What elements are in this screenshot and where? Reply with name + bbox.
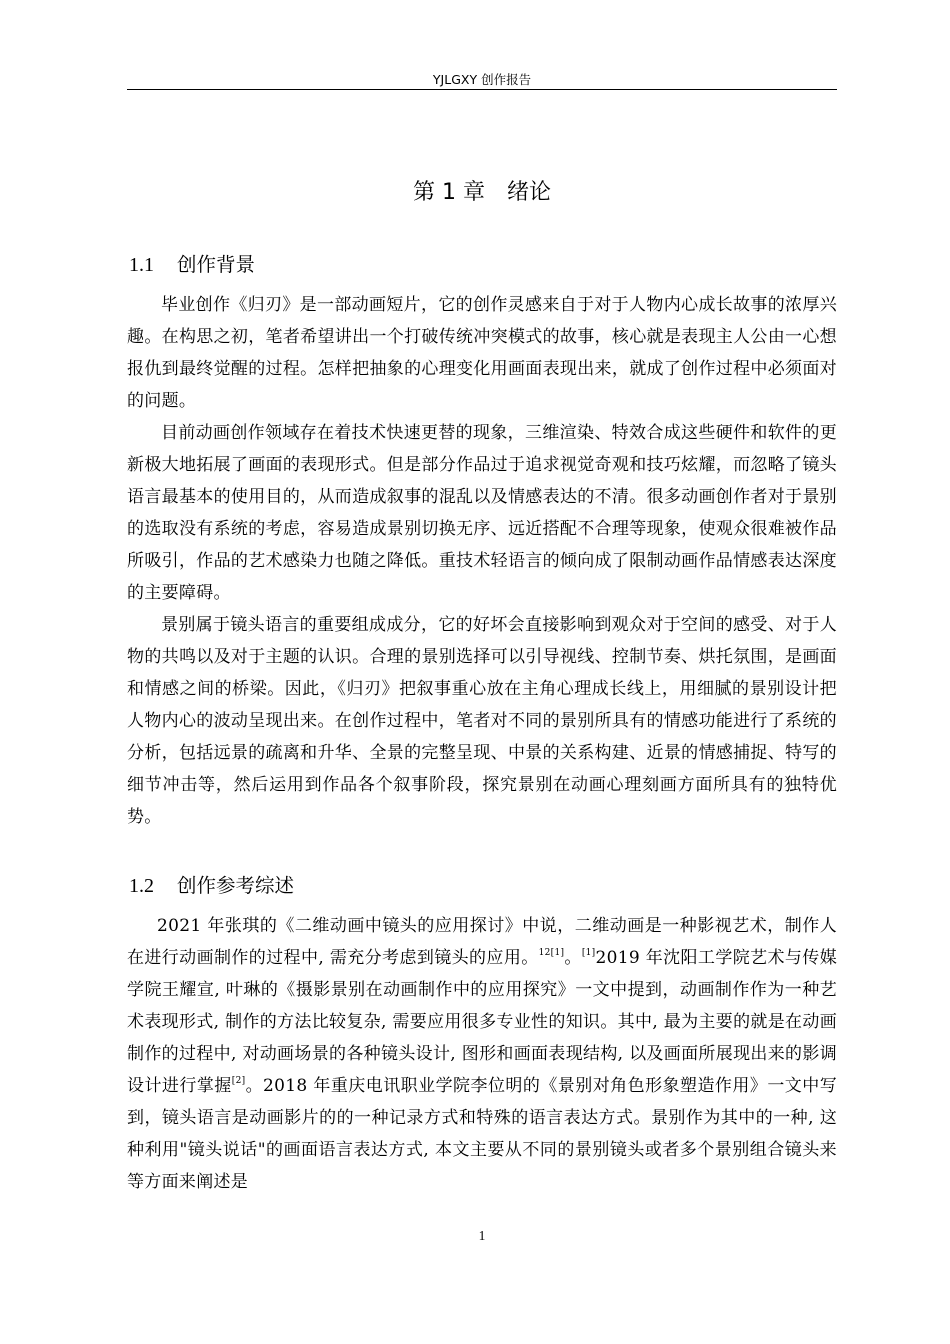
section-title: 创作背景 [177, 253, 256, 276]
text-run: 2019 年沈阳工学院艺术与传媒学院王耀宣, 叶琳的《摄影景别在动画制作中的应用探究》一文中提到，动画制作作为一种艺术表现形式, 制作的方法比较复杂, 需要应用很多专业性的知识。其中, 最为主要的就是在动画制作的过程中, 对动画场景的各种镜头设计, 图形和画面表现结构, 以及画面所展现出来的影调设计进行掌握 [127, 948, 837, 1096]
citation-mark: 12[1] [538, 948, 565, 958]
running-header: YJLGXY 创作报告 [432, 72, 532, 87]
citation-mark: [2] [231, 1076, 246, 1086]
citation-mark: [1] [581, 948, 596, 958]
text-run: 。2018 年重庆电讯职业学院李位明的《景别对角色形象塑造作用》一文中写到，镜头语言是动画影片的的一种记录方式和特殊的语言表达方式。景别作为其中的一种, 这种利用"镜头说话"的画面语言表达方式, 本文主要从不同的景别镜头或者多个景别组合镜头来等方面来阐述是 [127, 1076, 837, 1192]
text-run: 2021 年张琪的《二维动画中镜头的应用探讨》中说，二维动画是一种影视艺术，制作人在进行动画制作的过程中, 需充分考虑到镜头的应用。 [127, 916, 837, 968]
chapter-title [127, 178, 837, 208]
section-heading-1-2 [129, 873, 294, 899]
section-number: 1.2 [129, 875, 154, 897]
header-rule [127, 89, 837, 90]
paragraph: 景别属于镜头语言的重要组成成分，它的好坏会直接影响到观众对于空间的感受、对于人物的共鸣以及对于主题的认识。合理的景别选择可以引导视线、控制节奏、烘托氛围，是画面和情感之间的桥梁。因此，《归刃》把叙事重心放在主角心理成长线上，用细腻的景别设计把人物内心的波动呈现出来。在创作过程中，笔者对不同的景别所具有的情感功能进行了系统的分析，包括远景的疏离和升华、全景的完整呈现、中景的关系构建、近景的情感捕捉、特写的细节冲击等，然后运用到作品各个叙事阶段，探究景别在动画心理刻画方面所具有的独特优势。 [127, 615, 837, 827]
text-run: 。 [564, 948, 582, 968]
paragraph [127, 910, 837, 1198]
section-body-1-2 [127, 910, 837, 1198]
chapter-number: 第 1 章 [413, 180, 485, 205]
section-heading-1-1 [129, 252, 255, 278]
page-number: 1 [478, 1228, 486, 1243]
paragraph: 毕业创作《归刃》是一部动画短片，它的创作灵感来自于对于人物内心成长故事的浓厚兴趣。在构思之初，笔者希望讲出一个打破传统冲突模式的故事，核心就是表现主人公由一心想报仇到最终觉醒的过程。怎样把抽象的心理变化用画面表现出来，就成了创作过程中必须面对的问题。 [127, 295, 837, 411]
chapter-name: 绪论 [506, 180, 551, 205]
section-body-1-1 [127, 289, 837, 833]
paragraph: 目前动画创作领域存在着技术快速更替的现象，三维渲染、特效合成这些硬件和软件的更新极大地拓展了画面的表现形式。但是部分作品过于追求视觉奇观和技巧炫耀，而忽略了镜头语言最基本的使用目的，从而造成叙事的混乱以及情感表达的不清。很多动画创作者对于景别的选取没有系统的考虑，容易造成景别切换无序、远近搭配不合理等现象，使观众很难被作品所吸引，作品的艺术感染力也随之降低。重技术轻语言的倾向成了限制动画作品情感表达深度的主要障碍。 [127, 423, 837, 603]
section-title: 创作参考综述 [177, 874, 295, 897]
section-number: 1.1 [129, 254, 154, 276]
